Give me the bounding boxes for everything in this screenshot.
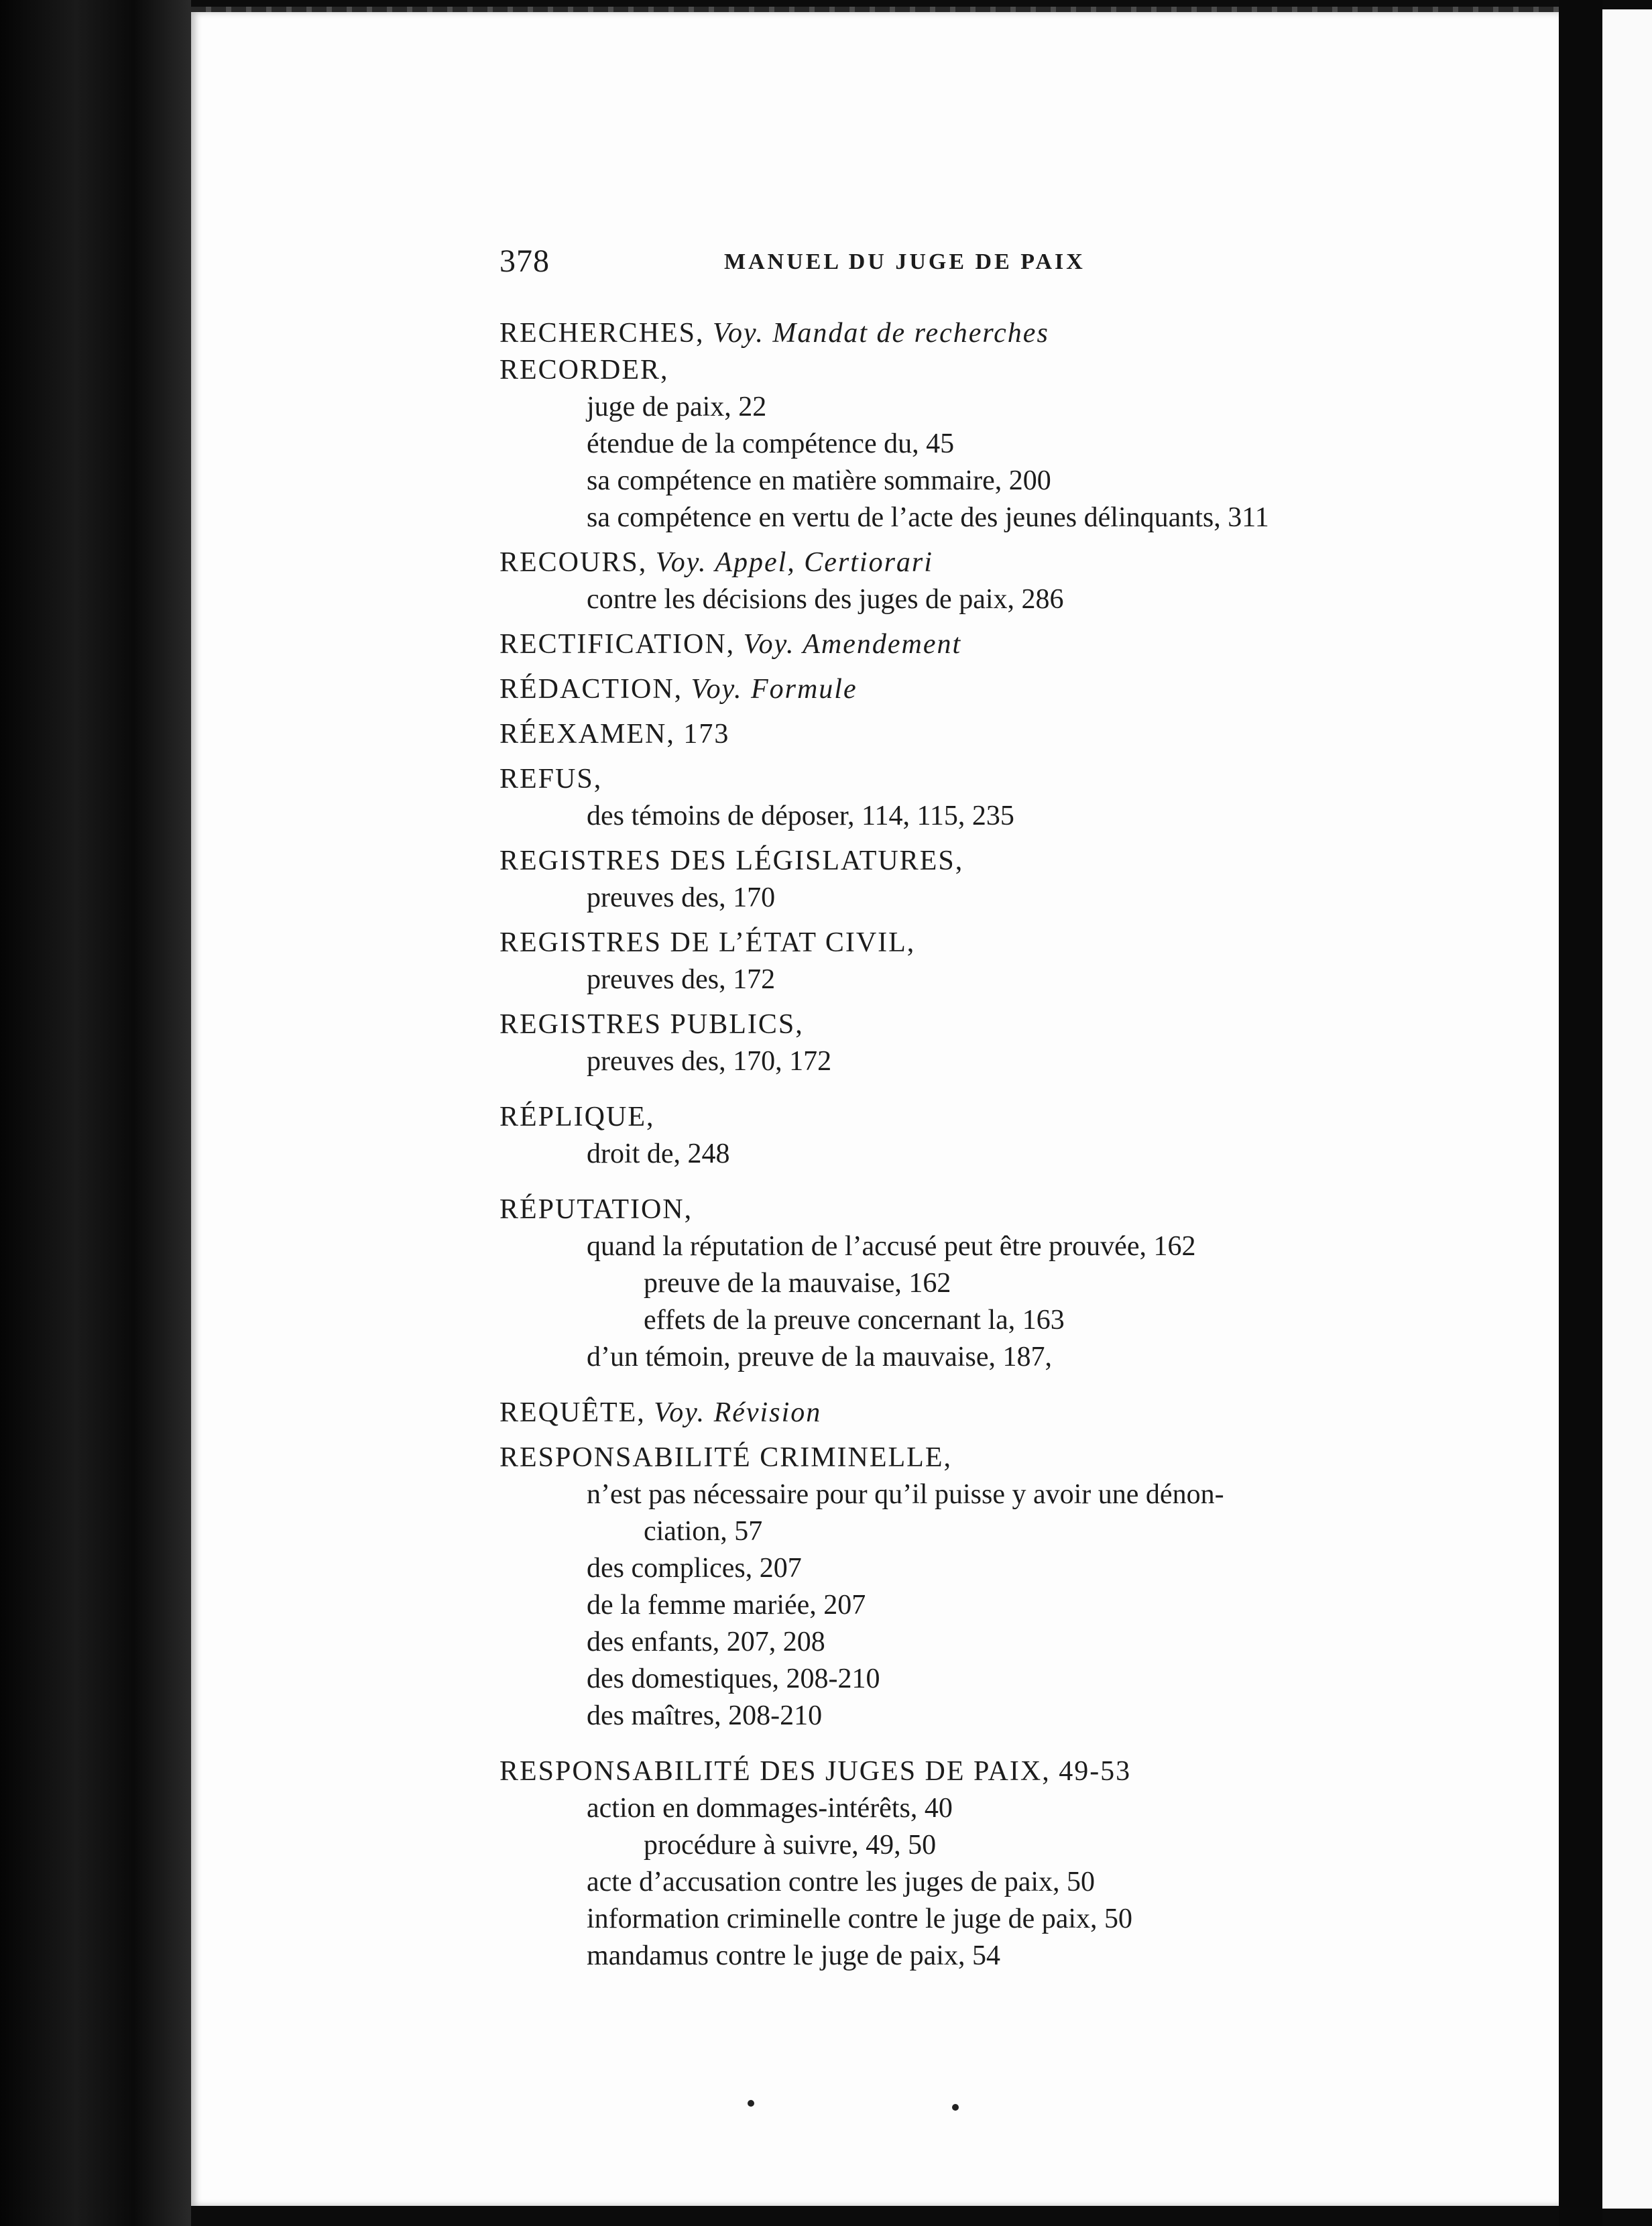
index-subentry: juge de paix, 22: [587, 392, 767, 422]
page-top-edge: [191, 7, 1559, 12]
index-entry: REGISTRES DES LÉGISLATURES,: [499, 845, 964, 876]
index-subentry: droit de, 248: [587, 1138, 730, 1169]
index-entry: RÉPLIQUE,: [499, 1102, 655, 1132]
index-subentry: information criminelle contre le juge de paix, 50: [587, 1903, 1133, 1934]
index-subentry: procédure à suivre, 49, 50: [644, 1830, 937, 1861]
index-entry: RESPONSABILITÉ DES JUGES DE PAIX, 49-53: [499, 1756, 1132, 1787]
index-subentry: étendue de la compétence du, 45: [587, 428, 955, 459]
index-entry: REGISTRES DE L’ÉTAT CIVIL,: [499, 927, 916, 958]
index-subentry: preuves des, 170: [587, 882, 776, 913]
index-subentry: sa compétence en vertu de l’acte des jeunes délinquants, 311: [587, 502, 1269, 533]
index-subentry: des enfants, 207, 208: [587, 1627, 825, 1657]
index-subentry: preuve de la mauvaise, 162: [644, 1268, 951, 1299]
book-spine-shadow: [0, 0, 191, 2226]
index-entry: RESPONSABILITÉ CRIMINELLE,: [499, 1442, 952, 1473]
index-subentry: mandamus contre le juge de paix, 54: [587, 1940, 1000, 1971]
running-head: [499, 243, 1170, 283]
index-subentry: des maîtres, 208-210: [587, 1700, 823, 1731]
facing-page-edge: [1602, 9, 1652, 2209]
cross-reference: Voy. Appel, Certiorari: [655, 547, 933, 578]
index-entry: RÉPUTATION,: [499, 1194, 693, 1225]
print-speck: [952, 2104, 959, 2111]
print-speck: [748, 2100, 754, 2107]
index-subentry: quand la réputation de l’accusé peut être prouvée, 162: [587, 1231, 1196, 1262]
index-entry: RECHERCHES, Voy. Mandat de recherches: [499, 318, 1049, 349]
index-list: [499, 315, 1391, 1975]
index-subentry: preuves des, 170, 172: [587, 1046, 832, 1077]
index-subentry: de la femme mariée, 207: [587, 1590, 866, 1621]
index-subentry: des domestiques, 208-210: [587, 1663, 880, 1694]
gutter-shadow: [1559, 0, 1602, 2226]
index-subentry: d’un témoin, preuve de la mauvaise, 187,: [587, 1342, 1052, 1372]
index-entry: RÉDACTION, Voy. Formule: [499, 674, 858, 705]
cross-reference: Voy. Mandat de recherches: [713, 318, 1049, 349]
index-entry: REQUÊTE, Voy. Révision: [499, 1397, 822, 1428]
index-subentry: effets de la preuve concernant la, 163: [644, 1305, 1065, 1336]
index-subentry: sa compétence en matière sommaire, 200: [587, 465, 1051, 496]
index-subentry: acte d’accusation contre les juges de paix, 50: [587, 1867, 1096, 1897]
index-subentry: des témoins de déposer, 114, 115, 235: [587, 801, 1014, 831]
index-entry: REGISTRES PUBLICS,: [499, 1009, 804, 1040]
index-entry: REFUS,: [499, 764, 603, 795]
index-entry: RECOURS, Voy. Appel, Certiorari: [499, 547, 933, 578]
page-number: 378: [499, 243, 550, 279]
index-subentry: ciation, 57: [644, 1516, 763, 1547]
index-subentry: preuves des, 172: [587, 964, 776, 995]
index-subentry: contre les décisions des juges de paix, 286: [587, 584, 1064, 615]
cross-reference: Voy. Amendement: [743, 629, 962, 660]
index-entry: RECORDER,: [499, 355, 669, 386]
index-entry: RÉEXAMEN, 173: [499, 719, 730, 750]
cross-reference: Voy. Formule: [691, 674, 858, 705]
index-subentry: n’est pas nécessaire pour qu’il puisse y avoir une dénon-: [587, 1479, 1224, 1510]
index-subentry: action en dommages-intérêts, 40: [587, 1793, 953, 1824]
index-subentry: des complices, 207: [587, 1553, 802, 1584]
index-entry: RECTIFICATION, Voy. Amendement: [499, 629, 962, 660]
running-title: MANUEL DU JUGE DE PAIX: [724, 249, 1085, 274]
cross-reference: Voy. Révision: [654, 1397, 822, 1428]
